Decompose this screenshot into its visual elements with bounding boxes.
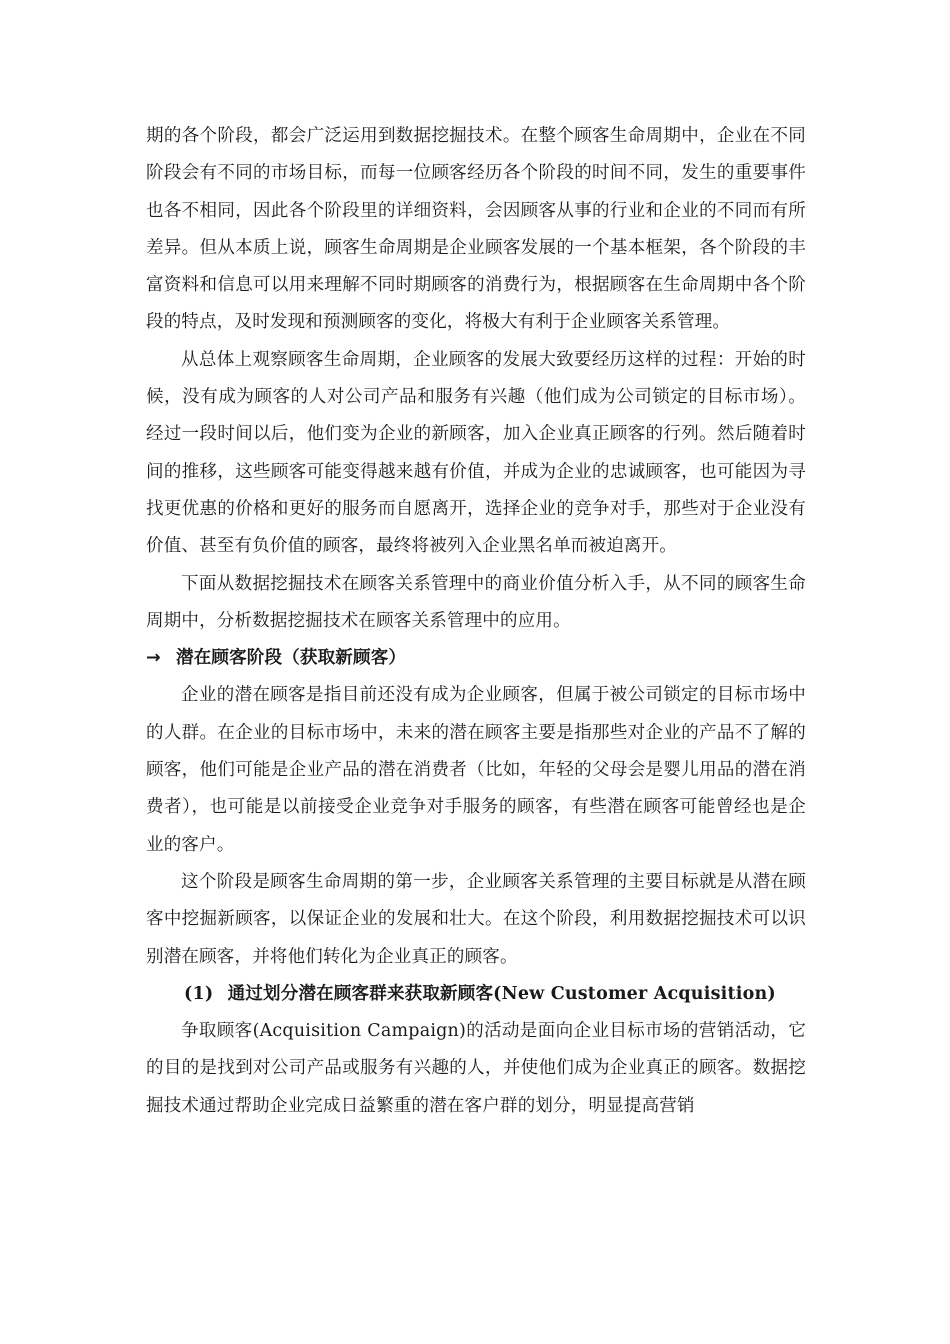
paragraph-3: 下面从数据挖掘技术在顾客关系管理中的商业价值分析入手，从不同的顾客生命周期中，分析数据挖掘技术在顾客关系管理中的应用。 xyxy=(146,573,806,631)
section-heading xyxy=(146,640,806,677)
subsection-number: (1) xyxy=(184,983,214,1004)
document-page xyxy=(146,118,806,1125)
paragraph-1: 期的各个阶段，都会广泛运用到数据挖掘技术。在整个顾客生命周期中，企业在不同阶段会有不同的市场目标，而每一位顾客经历各个阶段的时间不同，发生的重要事件也各不相同，因此各个阶段里的详细资料，会因顾客从事的行业和企业的不同而有所差异。但从本质上说，顾客生命周期是企业顾客发展的一个基本框架，各个阶段的丰富资料和信息可以用来理解不同时期顾客的消费行为，根据顾客在生命周期中各个阶段的特点，及时发现和预测顾客的变化，将极大有利于企业顾客关系管理。 xyxy=(146,126,806,333)
paragraph-4: 企业的潜在顾客是指目前还没有成为企业顾客，但属于被公司锁定的目标市场中的人群。在企业的目标市场中，未来的潜在顾客主要是指那些对企业的产品不了解的顾客，他们可能是企业产品的潜在消费者（比如，年轻的父母会是婴儿用品的潜在消费者），也可能是以前接受企业竞争对手服务的顾客，有些潜在顾客可能曾经也是企业的客户。 xyxy=(146,685,806,855)
subsection-heading-text: 通过划分潜在顾客群来获取新顾客(New Customer Acquisition) xyxy=(227,983,776,1004)
paragraph-6: 争取顾客(Acquisition Campaign)的活动是面向企业目标市场的营销活动，它的目的是找到对公司产品或服务有兴趣的人，并使他们成为企业真正的顾客。数据挖掘技术通过帮助企业完成日益繁重的潜在客户群的划分，明显提高营销 xyxy=(146,1021,806,1116)
section-heading-text: 潜在顾客阶段（获取新顾客） xyxy=(176,648,407,669)
paragraph-5: 这个阶段是顾客生命周期的第一步，企业顾客关系管理的主要目标就是从潜在顾客中挖掘新顾客，以保证企业的发展和壮大。在这个阶段，利用数据挖掘技术可以识别潜在顾客，并将他们转化为企业真正的顾客。 xyxy=(146,871,806,967)
paragraph-2: 从总体上观察顾客生命周期，企业顾客的发展大致要经历这样的过程：开始的时候，没有成为顾客的人对公司产品和服务有兴趣（他们成为公司锁定的目标市场）。经过一段时间以后，他们变为企业的新顾客，加入企业真正顾客的行列。然后随着时间的推移，这些顾客可能变得越来越有价值，并成为企业的忠诚顾客，也可能因为寻找更优惠的价格和更好的服务而自愿离开，选择企业的竞争对手，那些对于企业没有价值、甚至有负价值的顾客，最终将被列入企业黑名单而被迫离开。 xyxy=(146,349,806,557)
subsection-heading xyxy=(146,976,806,1013)
arrow-right-icon: → xyxy=(146,648,161,669)
